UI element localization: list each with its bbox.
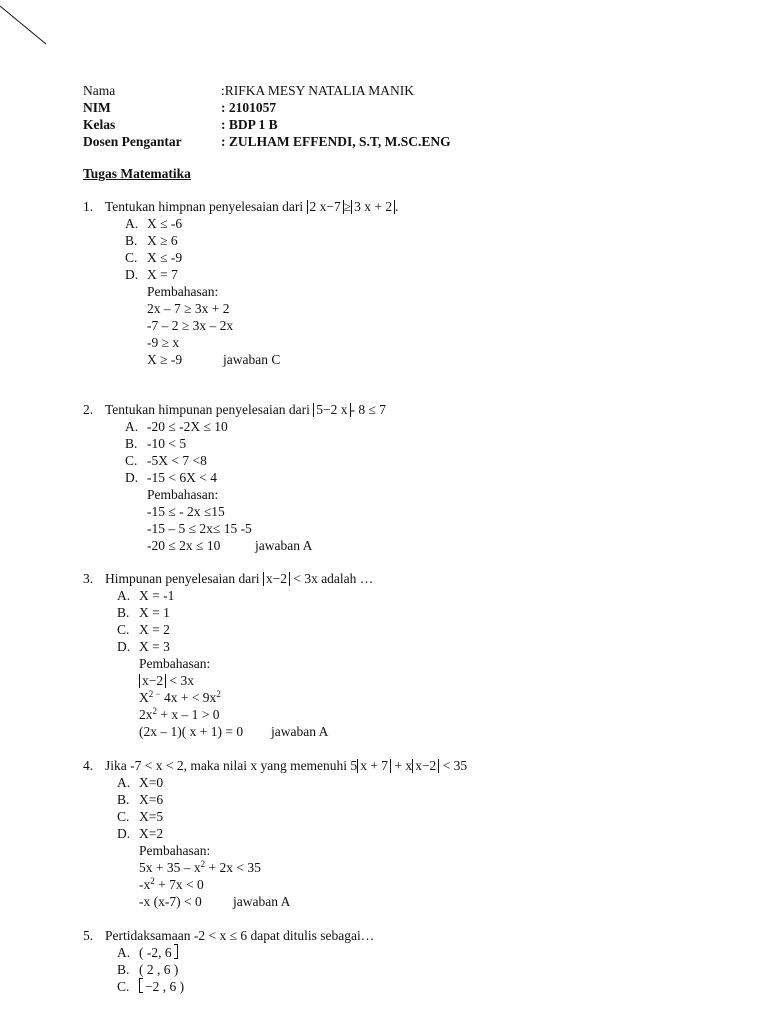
question-number: 2. xyxy=(83,402,94,417)
work-step: -9 ≥ x xyxy=(147,335,180,350)
corner-diagonal-line xyxy=(0,0,60,60)
question-text: 4. Jika -7 < x < 2, maka nilai x yang memenuhi 5 x + 7 + x x−2 < 35 xyxy=(83,758,468,773)
question-4 xyxy=(83,757,723,910)
question-number: 3. xyxy=(83,571,94,586)
work-step: -15 ≤ - 2x ≤15 xyxy=(147,504,225,519)
abs-expression: x−2 xyxy=(263,572,290,586)
abs-expression: x + 7 xyxy=(357,759,391,773)
document-title: Tugas Matematika xyxy=(83,166,191,181)
abs-expression: x−2 xyxy=(139,674,166,688)
abs-expression: 3 x + 2 xyxy=(351,200,395,214)
question-3 xyxy=(83,570,723,740)
answer: jawaban A xyxy=(271,724,329,739)
closed-bracket-left xyxy=(139,978,143,993)
abs-expression: 2 x−7 xyxy=(307,200,344,214)
header-nim xyxy=(83,99,723,116)
work-step: $5x + 35 - x^2 + 2x < 35$ xyxy=(139,859,261,875)
header-nama xyxy=(83,82,723,99)
abs-expression: 5−2 x xyxy=(313,403,350,417)
work-step: $X^{2 -}$ 4x + < $9x^2$ xyxy=(139,689,221,705)
option-a: A. X=0 xyxy=(117,775,164,790)
work-step-final: X ≥ -9 jawaban C xyxy=(147,352,281,367)
pembahasan-label: Pembahasan: xyxy=(147,284,219,299)
question-text: 3. Himpunan penyelesaian dari x−2 < 3x adalah … xyxy=(83,571,374,586)
work-step-final: (2x – 1)( x + 1) = 0 jawaban A xyxy=(139,724,329,739)
abs-expression: x−2 xyxy=(412,759,439,773)
question-text: 1. Tentukan himpnan penyelesaian dari 2 x−7 ≥ 3 x + 2 . xyxy=(83,199,399,214)
answer: jawaban C xyxy=(223,352,281,367)
question-1 xyxy=(83,198,723,368)
option-a: A. X ≤ -6 xyxy=(125,216,183,231)
option-b: B. -10 < 5 xyxy=(125,436,187,451)
question-2 xyxy=(83,401,723,554)
option-c: C. X=5 xyxy=(117,809,164,824)
pembahasan-label: Pembahasan: xyxy=(147,487,219,502)
closed-bracket-right xyxy=(174,944,178,959)
work-step: -15 – 5 ≤ 2x≤ 15 -5 xyxy=(147,521,252,536)
nim-value: : 2101057 xyxy=(221,100,277,115)
header-dosen xyxy=(83,133,723,150)
option-a: A. X = -1 xyxy=(117,588,175,603)
work-step: $2x^2 + x - 1 > 0$ xyxy=(139,706,220,722)
option-c: C. -5X < 7 <8 xyxy=(125,453,207,468)
option-d: D. X = 3 xyxy=(117,639,170,654)
header-kelas xyxy=(83,116,723,133)
question-text: 2. Tentukan himpunan penyelesaian dari 5−2 x - 8 ≤ 7 xyxy=(83,402,387,417)
option-b: B. X = 1 xyxy=(117,605,170,620)
answer: jawaban A xyxy=(233,894,291,909)
kelas-label: Kelas xyxy=(83,117,116,132)
work-step-final: -20 ≤ 2x ≤ 10 jawaban A xyxy=(147,538,313,553)
option-c: C. −2 , 6 ) xyxy=(117,979,185,994)
option-c: C. X = 2 xyxy=(117,622,170,637)
work-step: -7 – 2 ≥ 3x – 2x xyxy=(147,318,234,333)
work-step: $-x^2 + 7x < 0$ xyxy=(139,876,204,892)
pembahasan-label: Pembahasan: xyxy=(139,656,211,671)
option-c: C. X ≤ -9 xyxy=(125,250,183,265)
nama-label: Nama xyxy=(83,83,116,98)
option-b: B. ( 2 , 6 ) xyxy=(117,962,179,977)
option-b: B. X ≥ 6 xyxy=(125,233,178,248)
option-d: D. -15 < 6X < 4 xyxy=(125,470,217,485)
question-number: 1. xyxy=(83,199,94,214)
option-a: A. -20 ≤ -2X ≤ 10 xyxy=(125,419,228,434)
question-number: 5. xyxy=(83,928,94,943)
document-page xyxy=(83,82,723,995)
dosen-value: : ZULHAM EFFENDI, S.T, M.SC.ENG xyxy=(221,134,451,149)
work-step-final: -x (x-7) < 0 jawaban A xyxy=(139,894,291,909)
pembahasan-label: Pembahasan: xyxy=(139,843,211,858)
question-text: 5. Pertidaksamaan -2 < x ≤ 6 dapat ditulis sebagai… xyxy=(83,928,375,943)
option-b: B. X=6 xyxy=(117,792,164,807)
work-step: 2x – 7 ≥ 3x + 2 xyxy=(147,301,230,316)
nama-value: :RIFKA MESY NATALIA MANIK xyxy=(221,83,415,98)
option-d: D. X = 7 xyxy=(125,267,178,282)
option-a: A. ( -2, 6 xyxy=(83,944,723,961)
question-5 xyxy=(83,927,723,995)
option-d: D. X=2 xyxy=(117,826,164,841)
question-number: 4. xyxy=(83,758,94,773)
dosen-label: Dosen Pengantar xyxy=(83,134,182,149)
answer: jawaban A xyxy=(255,538,313,553)
kelas-value: : BDP 1 B xyxy=(221,117,278,132)
work-step: x−2 < 3x xyxy=(83,672,723,689)
nim-label: NIM xyxy=(83,100,111,115)
